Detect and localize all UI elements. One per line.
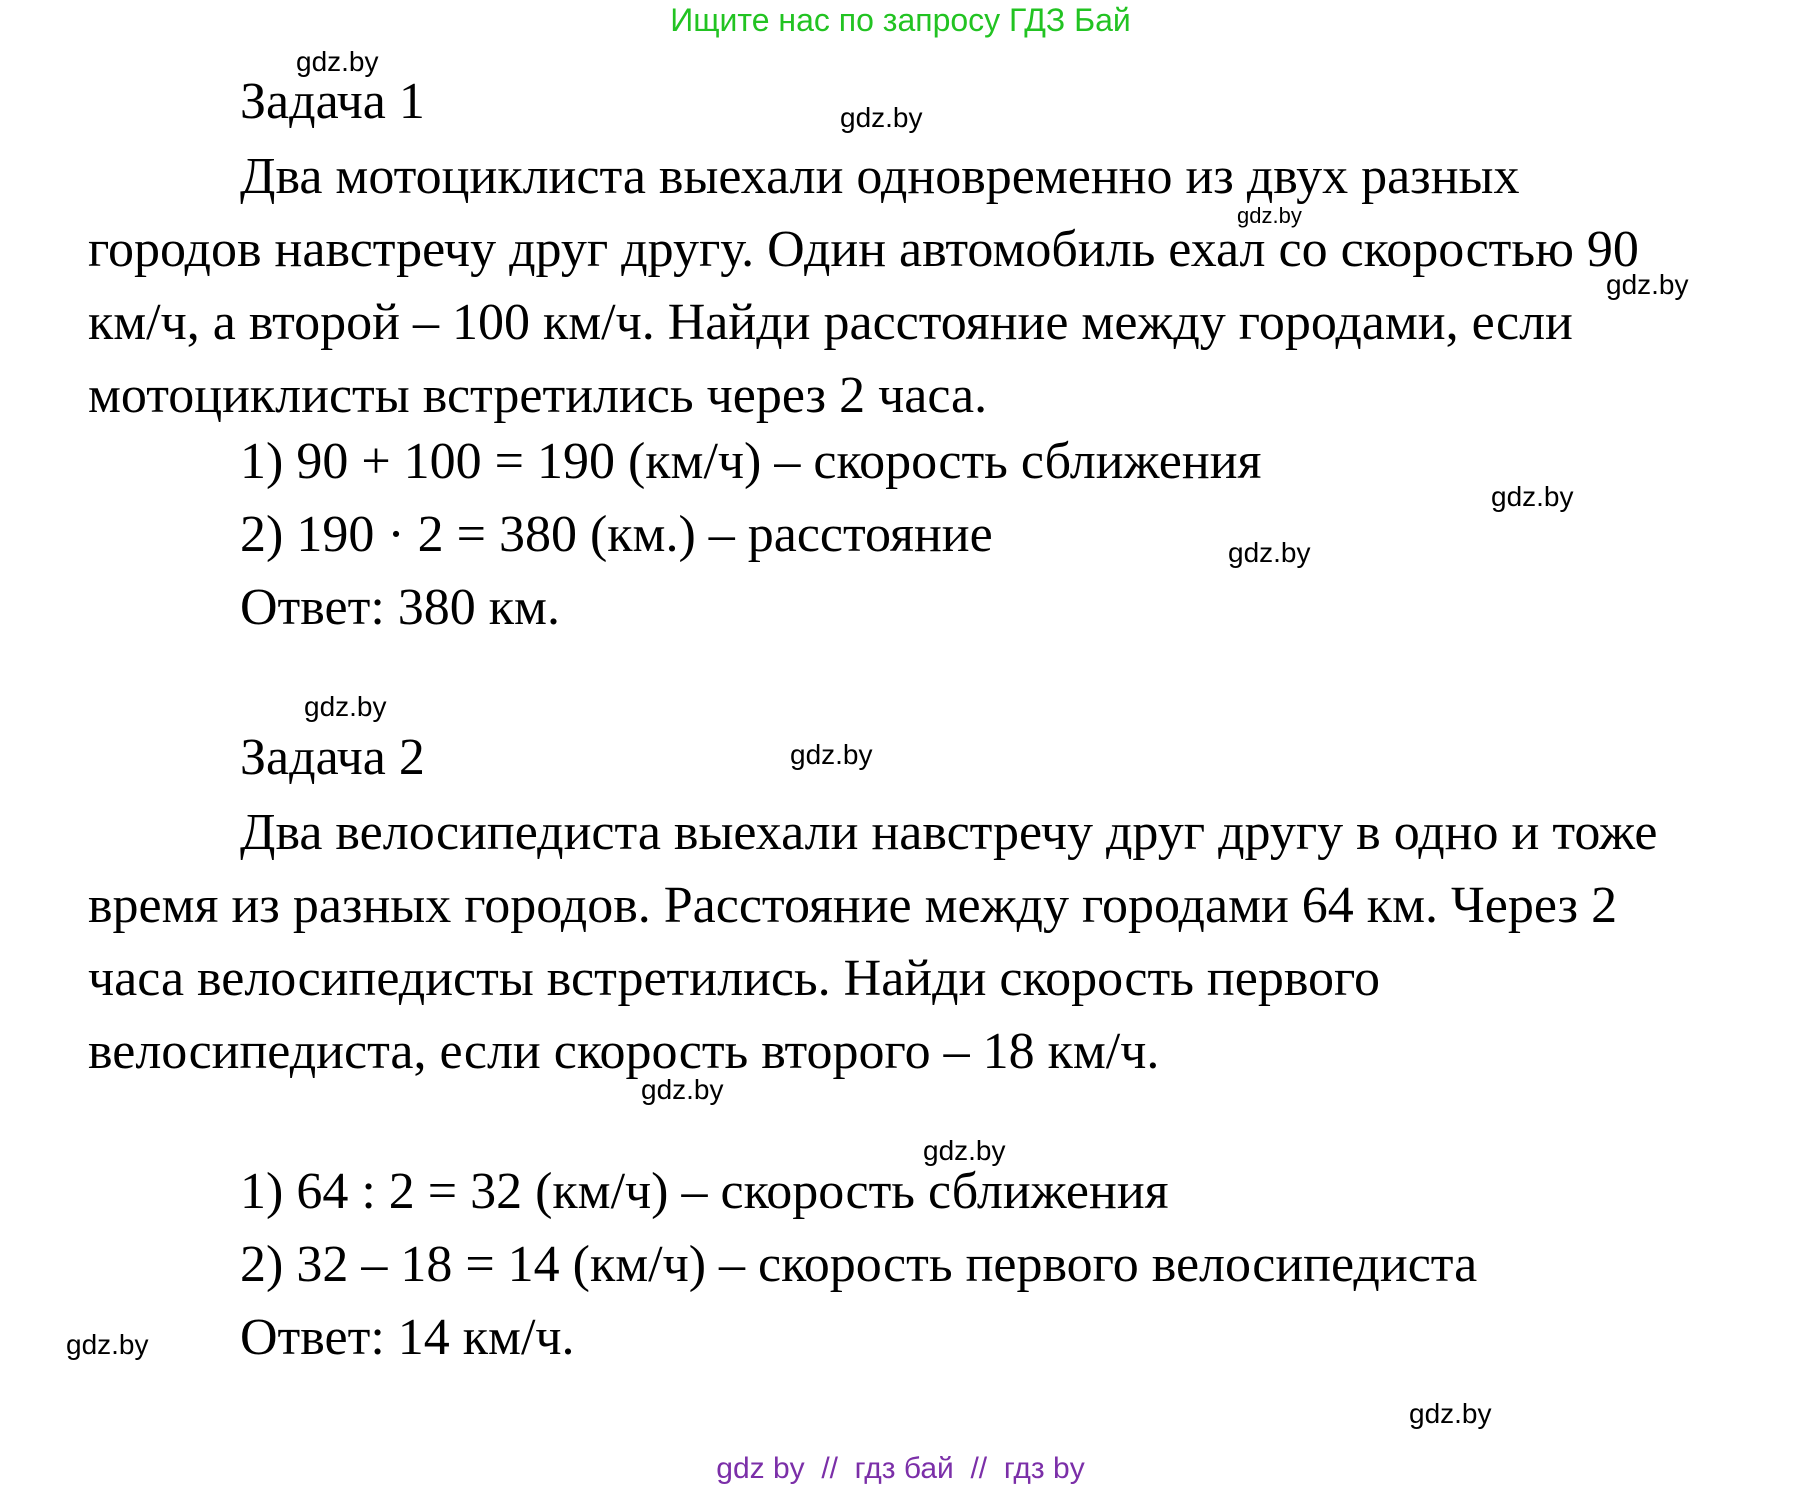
watermark: gdz.by: [1409, 1398, 1492, 1429]
watermark: gdz.by: [66, 1329, 149, 1360]
task-1-step-1: 1) 90 + 100 = 190 (км/ч) – скорость сближения: [240, 433, 1262, 490]
task-2-title: Задача 2: [240, 729, 425, 786]
watermark: gdz.by: [296, 46, 379, 77]
watermark: gdz.by: [1491, 481, 1574, 512]
watermark: gdz.by: [1228, 537, 1311, 568]
site-footer: gdz by // гдз бай // гдз by: [716, 1452, 1085, 1485]
watermark: gdz.by: [840, 102, 923, 133]
watermark: gdz.by: [790, 739, 873, 770]
task-1-problem: Два мотоциклиста выехали одновременно из двух разных городов навстречу друг другу. Один автомобиль ехал со скоростью 90 км/ч, а второй – 100 км/ч. Найди расстояние между городами, если мотоциклисты встретились через 2 часа.: [88, 148, 1639, 424]
task-1-title: Задача 1: [240, 73, 425, 130]
watermark: gdz.by: [641, 1074, 724, 1105]
task-1-answer: Ответ: 380 км.: [240, 579, 560, 636]
task-2-step-1: 1) 64 : 2 = 32 (км/ч) – скорость сближения: [240, 1163, 1169, 1220]
watermark: gdz.by: [923, 1135, 1006, 1166]
watermark: gdz.by: [1237, 203, 1302, 228]
task-2-problem: Два велосипедиста выехали навстречу друг другу в одно и тоже время из разных городов. Расстояние между городами 64 км. Через 2 часа велосипедисты встретились. Найди скорость первого велосипедиста, если скорость второго – 18 км/ч.: [88, 804, 1658, 1080]
site-banner: Ищите нас по запросу ГДЗ Бай: [670, 2, 1131, 38]
task-2-answer: Ответ: 14 км/ч.: [240, 1309, 575, 1366]
task-1-step-2: 2) 190 · 2 = 380 (км.) – расстояние: [240, 506, 993, 563]
watermark: gdz.by: [1606, 269, 1689, 300]
watermark: gdz.by: [304, 691, 387, 722]
task-2-step-2: 2) 32 – 18 = 14 (км/ч) – скорость первого велосипедиста: [240, 1236, 1478, 1293]
